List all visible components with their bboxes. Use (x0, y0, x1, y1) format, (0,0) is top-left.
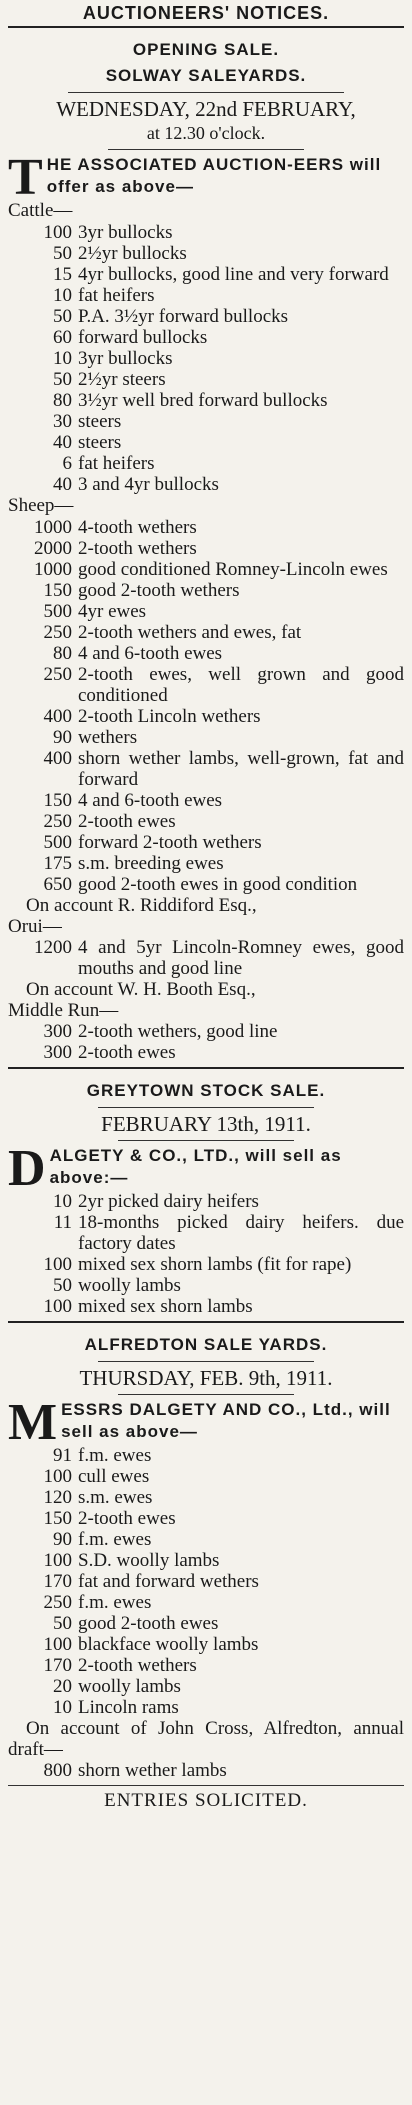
stock-line (8, 1042, 404, 1063)
quantity: 300 (43, 1042, 72, 1063)
quantity: 500 (43, 832, 72, 853)
stock-line (8, 243, 404, 264)
description: 3 and 4yr bullocks (78, 474, 219, 495)
description: 3yr bullocks (78, 348, 173, 369)
description: 2-tooth ewes (78, 1508, 176, 1529)
description: 4 and 6-tooth ewes (78, 790, 223, 811)
description: 18-months picked dairy heifers. due factory dates (78, 1212, 404, 1254)
stock-line (8, 348, 404, 369)
description: P.A. 3½yr forward bullocks (78, 306, 289, 327)
description: 2-tooth Lincoln wethers (78, 706, 261, 727)
stock-line (8, 1697, 404, 1718)
quantity: 100 (43, 1296, 72, 1317)
description: Lincoln rams (78, 1697, 179, 1718)
sale-date: WEDNESDAY, 22nd FEBRUARY, (56, 97, 356, 121)
stock-line (8, 580, 404, 601)
quantity: 175 (43, 853, 72, 874)
quantity: 650 (43, 874, 72, 895)
description: 3yr bullocks (78, 222, 173, 243)
description: forward bullocks (78, 327, 208, 348)
stock-line (8, 411, 404, 432)
description: 3½yr well bred forward bullocks (78, 390, 328, 411)
quantity: 170 (43, 1571, 72, 1592)
quantity: 10 (53, 1191, 72, 1212)
stock-line (8, 390, 404, 411)
quantity: 50 (53, 1275, 72, 1296)
quantity: 50 (53, 306, 72, 327)
description: steers (78, 432, 122, 453)
section-title: ALFREDTON SALE YARDS. (84, 1335, 328, 1354)
stock-line (8, 1529, 404, 1550)
description: mixed sex shorn lambs (78, 1296, 253, 1317)
description: fat heifers (78, 453, 155, 474)
description: S.D. woolly lambs (78, 1550, 220, 1571)
section-title: GREYTOWN STOCK SALE. (86, 1081, 326, 1100)
account-line: On account of John Cross, Alfredton, annual draft— (8, 1718, 404, 1760)
section-solway (8, 28, 404, 1063)
lead-paragraph (8, 1140, 404, 1197)
stock-line (8, 327, 404, 348)
description: good conditioned Romney-Lincoln ewes (78, 559, 388, 580)
description: 2-tooth ewes (78, 1042, 176, 1063)
stock-line (8, 222, 404, 243)
group-title: Cattle— (8, 200, 73, 221)
stock-line (8, 937, 404, 979)
description: 4 and 5yr Lincoln-Romney ewes, good mouths and good line (78, 937, 404, 979)
stock-line (8, 601, 404, 622)
description: s.m. ewes (78, 1487, 153, 1508)
stock-items (8, 1191, 404, 1317)
description: 4-tooth wethers (78, 517, 197, 538)
quantity: 50 (53, 1613, 72, 1634)
sale-time: at 12.30 o'clock. (146, 123, 266, 143)
title-rule (68, 92, 344, 93)
quantity: 80 (53, 643, 72, 664)
drop-cap: D (8, 1140, 46, 1197)
lead-text: HE ASSOCIATED AUCTION-EERS will offer as above— (46, 155, 382, 196)
quantity: 150 (43, 790, 72, 811)
date-rule (118, 1394, 294, 1395)
stock-line (8, 432, 404, 453)
description: 2½yr steers (78, 369, 166, 390)
drop-cap: T (8, 149, 43, 206)
description: 4 and 6-tooth ewes (78, 643, 223, 664)
stock-line (8, 643, 404, 664)
stock-line (8, 1254, 404, 1275)
stock-items (8, 1445, 404, 1718)
description: shorn wether lambs (78, 1760, 227, 1781)
stock-line (8, 306, 404, 327)
quantity: 40 (53, 474, 72, 495)
quantity: 2000 (34, 538, 72, 559)
stock-line (8, 790, 404, 811)
stock-line (8, 285, 404, 306)
quantity: 170 (43, 1655, 72, 1676)
stock-line (8, 517, 404, 538)
description: 4yr bullocks, good line and very forward (78, 264, 389, 285)
stock-line (8, 1550, 404, 1571)
account-location: Middle Run— (8, 1000, 119, 1021)
quantity: 1200 (34, 937, 72, 958)
section-greytown (8, 1069, 404, 1317)
stock-line (8, 1571, 404, 1592)
entries-solicited: ENTRIES SOLICITED. (104, 1790, 308, 1811)
stock-line (8, 1508, 404, 1529)
stock-line (8, 538, 404, 559)
quantity: 100 (43, 1550, 72, 1571)
stock-line (8, 369, 404, 390)
quantity: 150 (43, 580, 72, 601)
quantity: 500 (43, 601, 72, 622)
description: 2-tooth wethers, good line (78, 1021, 278, 1042)
account-blocks (8, 895, 404, 1063)
quantity: 10 (53, 285, 72, 306)
description: good 2-tooth ewes (78, 1613, 219, 1634)
quantity: 800 (43, 1760, 72, 1781)
description: f.m. ewes (78, 1445, 152, 1466)
quantity: 20 (53, 1676, 72, 1697)
quantity: 10 (53, 348, 72, 369)
quantity: 50 (53, 369, 72, 390)
description: 4yr ewes (78, 601, 147, 622)
section-pre-title: OPENING SALE. (132, 40, 280, 59)
quantity: 150 (43, 1508, 72, 1529)
description: good 2-tooth ewes in good condition (78, 874, 358, 895)
quantity: 120 (43, 1487, 72, 1508)
quantity: 10 (53, 1697, 72, 1718)
description: 2-tooth ewes (78, 811, 176, 832)
description: fat heifers (78, 285, 155, 306)
stock-line (8, 811, 404, 832)
sale-date: FEBRUARY 13th, 1911. (101, 1112, 311, 1136)
title-rule (98, 1361, 314, 1362)
quantity: 250 (43, 622, 72, 643)
description: f.m. ewes (78, 1529, 152, 1550)
lead-text: ESSRS DALGETY AND CO., Ltd., will sell as above— (61, 1400, 391, 1441)
group-title: Sheep— (8, 495, 74, 516)
stock-line (8, 474, 404, 495)
quantity: 300 (43, 1021, 72, 1042)
account-line: On account W. H. Booth Esq., (26, 979, 256, 1000)
stock-line (8, 1212, 404, 1254)
stock-line (8, 853, 404, 874)
stock-line (8, 1466, 404, 1487)
description: steers (78, 411, 122, 432)
description: cull ewes (78, 1466, 150, 1487)
description: mixed sex shorn lambs (fit for rape) (78, 1254, 352, 1275)
quantity: 100 (43, 1466, 72, 1487)
description: 2-tooth ewes, well grown and good conditioned (78, 664, 404, 706)
description: woolly lambs (78, 1275, 181, 1296)
quantity: 400 (43, 748, 72, 769)
quantity: 400 (43, 706, 72, 727)
description: 2-tooth wethers (78, 538, 197, 559)
lead-paragraph (8, 149, 404, 206)
description: 2yr picked dairy heifers (78, 1191, 259, 1212)
quantity: 40 (53, 432, 72, 453)
quantity: 1000 (34, 559, 72, 580)
stock-line (8, 1655, 404, 1676)
section-alfredton (8, 1323, 404, 1812)
stock-line (8, 706, 404, 727)
quantity: 60 (53, 327, 72, 348)
stock-line (8, 1634, 404, 1655)
quantity: 6 (62, 453, 72, 474)
quantity: 1000 (34, 517, 72, 538)
description: woolly lambs (78, 1676, 181, 1697)
description: 2-tooth wethers and ewes, fat (78, 622, 302, 643)
stock-line (8, 1275, 404, 1296)
description: f.m. ewes (78, 1592, 152, 1613)
description: 2-tooth wethers (78, 1655, 197, 1676)
account-location: Orui— (8, 916, 62, 937)
quantity: 91 (53, 1445, 72, 1466)
stock-line (8, 1296, 404, 1317)
description: shorn wether lambs, well-grown, fat and forward (78, 748, 404, 790)
description: fat and forward wethers (78, 1571, 259, 1592)
stock-line (8, 1760, 404, 1781)
stock-line (8, 664, 404, 706)
description: 2½yr bullocks (78, 243, 187, 264)
stock-groups (8, 200, 404, 895)
lead-paragraph (8, 1394, 404, 1451)
description: good 2-tooth wethers (78, 580, 240, 601)
quantity: 250 (43, 664, 72, 685)
stock-line (8, 1191, 404, 1212)
title-rule (98, 1107, 314, 1108)
account-line: On account R. Riddiford Esq., (26, 895, 257, 916)
stock-line (8, 727, 404, 748)
account-items (8, 1760, 404, 1781)
quantity: 100 (43, 1254, 72, 1275)
stock-line (8, 1676, 404, 1697)
quantity: 100 (43, 1634, 72, 1655)
quantity: 90 (53, 1529, 72, 1550)
date-rule (108, 149, 304, 150)
stock-line (8, 1021, 404, 1042)
stock-line (8, 1613, 404, 1634)
stock-line (8, 1487, 404, 1508)
quantity: 100 (43, 222, 72, 243)
stock-line (8, 874, 404, 895)
drop-cap: M (8, 1394, 58, 1451)
description: s.m. breeding ewes (78, 853, 224, 874)
quantity: 30 (53, 411, 72, 432)
stock-line (8, 559, 404, 580)
quantity: 11 (53, 1212, 72, 1233)
description: wethers (78, 727, 138, 748)
footer-rule (8, 1785, 404, 1786)
sale-date: THURSDAY, FEB. 9th, 1911. (79, 1366, 333, 1390)
stock-line (8, 264, 404, 285)
stock-line (8, 1445, 404, 1466)
date-rule (118, 1140, 294, 1141)
stock-line (8, 622, 404, 643)
description: blackface woolly lambs (78, 1634, 259, 1655)
stock-line (8, 748, 404, 790)
stock-line (8, 453, 404, 474)
quantity: 15 (53, 264, 72, 285)
description: forward 2-tooth wethers (78, 832, 262, 853)
lead-text: ALGETY & CO., LTD., will sell as above:— (49, 1146, 342, 1187)
section-title: SOLWAY SALEYARDS. (105, 66, 307, 85)
page-title: AUCTIONEERS' NOTICES. (82, 3, 330, 23)
stock-line (8, 832, 404, 853)
quantity: 250 (43, 811, 72, 832)
quantity: 50 (53, 243, 72, 264)
stock-line (8, 1592, 404, 1613)
quantity: 90 (53, 727, 72, 748)
quantity: 80 (53, 390, 72, 411)
quantity: 250 (43, 1592, 72, 1613)
